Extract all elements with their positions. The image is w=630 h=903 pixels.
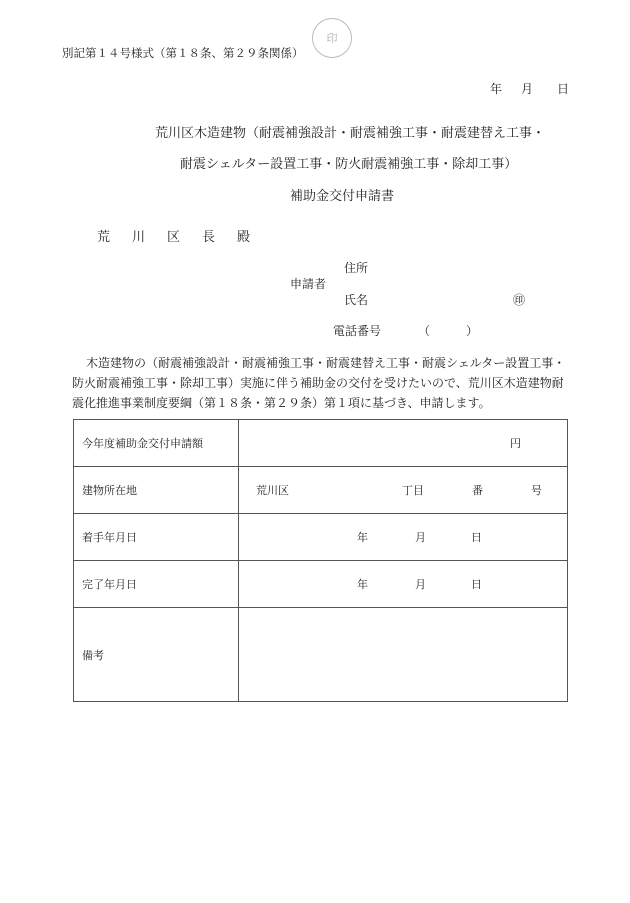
table-row — [74, 467, 568, 514]
addressee-char: 殿 — [237, 230, 251, 245]
name-label: 氏名 — [344, 293, 369, 307]
date-day: 日 — [557, 82, 570, 96]
start-day: 日 — [471, 531, 482, 544]
table-row — [74, 608, 568, 702]
start-date-label: 着手年月日 — [74, 514, 239, 561]
phone-label: 電話番号 — [333, 324, 382, 338]
applicant-label: 申請者 — [290, 277, 327, 291]
amount-cell[interactable] — [239, 420, 568, 467]
location-chome: 丁目 — [402, 484, 424, 497]
location-ban: 番 — [472, 484, 483, 497]
end-date-label: 完了年月日 — [74, 561, 239, 608]
end-day: 日 — [471, 578, 482, 591]
form-reference: 別記第１４号様式（第１８条、第２９条関係） — [62, 46, 304, 60]
start-month: 月 — [415, 531, 426, 544]
amount-label: 今年度補助金交付申請額 — [74, 420, 239, 467]
phone-paren-open: （ — [418, 324, 431, 338]
addressee-char: 区 — [167, 230, 181, 245]
application-table — [73, 419, 568, 702]
amount-unit: 円 — [510, 437, 521, 450]
addressee-char: 川 — [132, 230, 146, 245]
location-cell[interactable] — [239, 467, 568, 514]
addressee-char: 長 — [202, 230, 216, 245]
date-month: 月 — [521, 82, 534, 96]
location-ward: 荒川区 — [256, 484, 289, 497]
location-label: 建物所在地 — [74, 467, 239, 514]
seal-stamp: 印 — [312, 18, 352, 58]
start-date-cell[interactable] — [239, 514, 568, 561]
location-go: 号 — [531, 484, 542, 497]
title-line-3: 補助金交付申請書 — [290, 189, 395, 204]
title-line-1: 荒川区木造建物（耐震補強設計・耐震補強工事・耐震建替え工事・ — [155, 126, 546, 141]
table-row — [74, 561, 568, 608]
remarks-cell[interactable] — [239, 608, 568, 702]
table-row — [74, 420, 568, 467]
table-row — [74, 514, 568, 561]
date-year: 年 — [490, 82, 503, 96]
title-line-2: 耐震シェルター設置工事・防火耐震補強工事・除却工事） — [180, 157, 518, 172]
addressee — [97, 226, 272, 245]
remarks-label: 備考 — [74, 608, 239, 702]
phone-paren-close: ） — [466, 324, 479, 338]
start-year: 年 — [357, 531, 368, 544]
end-date-cell[interactable] — [239, 561, 568, 608]
seal-mark: ㊞ — [513, 293, 526, 307]
application-statement: 木造建物の（耐震補強設計・耐震補強工事・耐震建替え工事・耐震シェルター設置工事・防火耐震補強工事・除却工事）実施に伴う補助金の交付を受けたいので、荒川区木造建物耐震化推進事業制度要綱（第１８条・第２９条）第１項に基づき、申請します。 — [72, 356, 566, 410]
addressee-char: 荒 — [97, 230, 111, 245]
end-month: 月 — [415, 578, 426, 591]
end-year: 年 — [357, 578, 368, 591]
address-label: 住所 — [344, 261, 369, 275]
